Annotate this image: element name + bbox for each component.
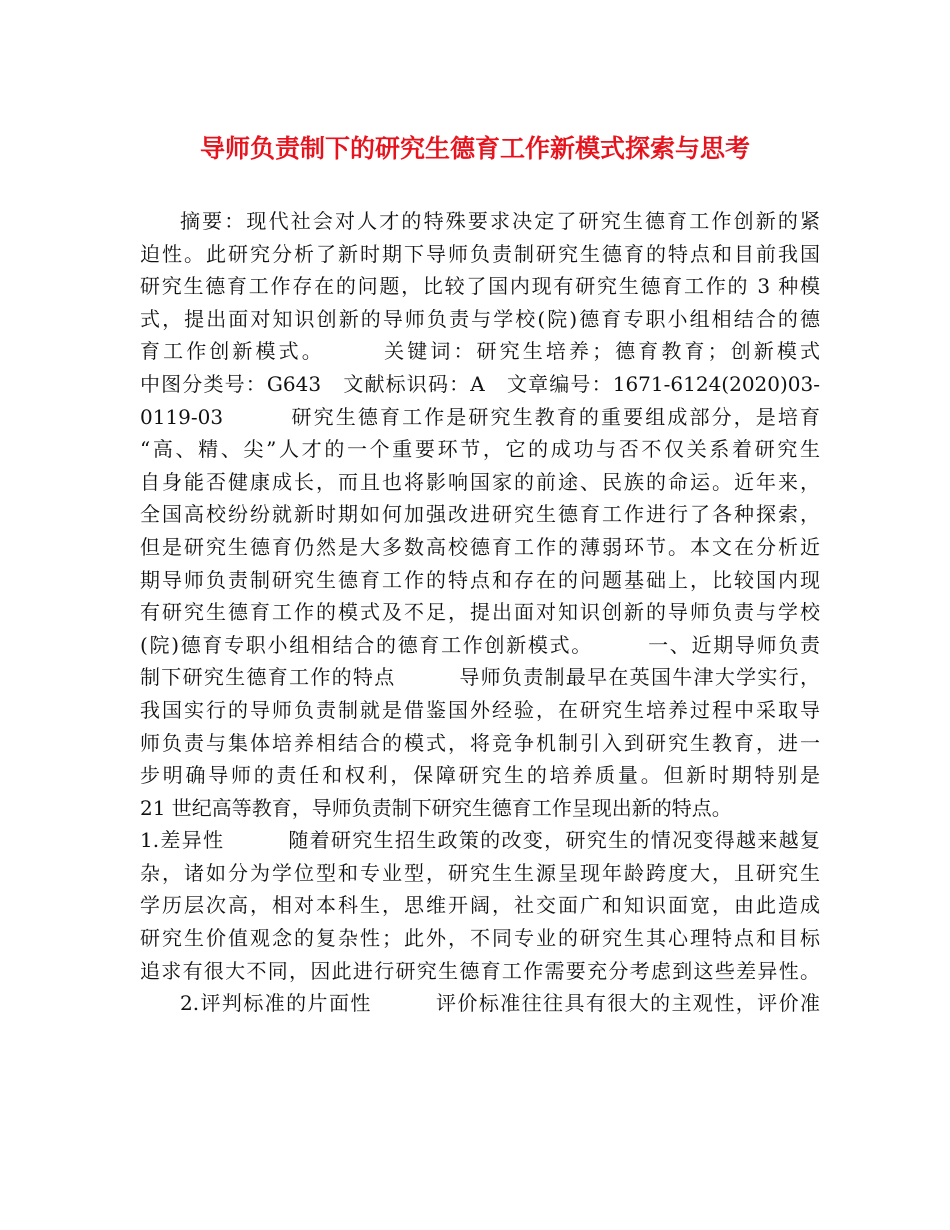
body-line: 师负责与集体培养相结合的模式，将竞争机制引入到研究生教育，进一 bbox=[140, 730, 820, 755]
body-line: 追求有很大不同，因此进行研究生德育工作需要充分考虑到这些差异性。 bbox=[140, 958, 820, 983]
body-line: 21 世纪高等教育，导师负责制下研究生德育工作呈现出新的特点。 bbox=[140, 795, 732, 820]
body-line: 学历层次高，相对本科生，思维开阔，社交面广和知识面宽，由此造成 bbox=[140, 893, 820, 918]
body-line: 制下研究生德育工作的特点 导师负责制最早在英国牛津大学实行， bbox=[140, 665, 820, 690]
body-line: 我国实行的导师负责制就是借鉴国外经验，在研究生培养过程中采取导 bbox=[140, 697, 820, 722]
document-body bbox=[140, 205, 820, 1020]
document-title: 导师负责制下的研究生德育工作新模式探索与思考 bbox=[199, 134, 750, 163]
body-line: 迫性。此研究分析了新时期下导师负责制研究生德育的特点和目前我国 bbox=[140, 241, 820, 266]
body-line: 1.差异性 随着研究生招生政策的改变，研究生的情况变得越来越复 bbox=[140, 828, 820, 853]
body-line: 式，提出面对知识创新的导师负责与学校(院)德育专职小组相结合的德 bbox=[140, 306, 820, 331]
body-line: 摘要：现代社会对人才的特殊要求决定了研究生德育工作创新的紧 bbox=[180, 209, 820, 233]
body-line: (院)德育专职小组相结合的德育工作创新模式。 一、近期导师负责 bbox=[140, 632, 820, 657]
body-line: 全国高校纷纷就新时期如何加强改进研究生德育工作进行了各种探索， bbox=[140, 502, 820, 527]
body-line: 育工作创新模式。 关键词：研究生培养；德育教育；创新模式 bbox=[140, 339, 820, 364]
body-line: 杂，诸如分为学位型和专业型，研究生生源呈现年龄跨度大，且研究生 bbox=[140, 860, 820, 885]
body-line: 有研究生德育工作的模式及不足，提出面对知识创新的导师负责与学校 bbox=[140, 600, 820, 625]
body-line: 自身能否健康成长，而且也将影响国家的前途、民族的命运。近年来， bbox=[140, 469, 820, 494]
body-line: 0119-03 研究生德育工作是研究生教育的重要组成部分，是培育 bbox=[140, 404, 820, 429]
body-line: 步明确导师的责任和权利，保障研究生的培养质量。但新时期特别是 bbox=[140, 763, 820, 788]
body-line: 研究生价值观念的复杂性；此外，不同专业的研究生其心理特点和目标 bbox=[140, 926, 820, 951]
body-line: 但是研究生德育仍然是大多数高校德育工作的薄弱环节。本文在分析近 bbox=[140, 534, 820, 559]
body-line: 中图分类号：G643 文献标识码：A 文章编号：1671-6124(2020)03- bbox=[140, 371, 820, 396]
body-line: “高、精、尖”人才的一个重要环节，它的成功与否不仅关系着研究生 bbox=[140, 437, 820, 462]
body-line: 2.评判标准的片面性 评价标准往往具有很大的主观性，评价准 bbox=[180, 991, 820, 1016]
body-line: 研究生德育工作存在的问题，比较了国内现有研究生德育工作的 3 种模 bbox=[140, 274, 820, 299]
body-line: 期导师负责制研究生德育工作的特点和存在的问题基础上，比较国内现 bbox=[140, 567, 820, 592]
